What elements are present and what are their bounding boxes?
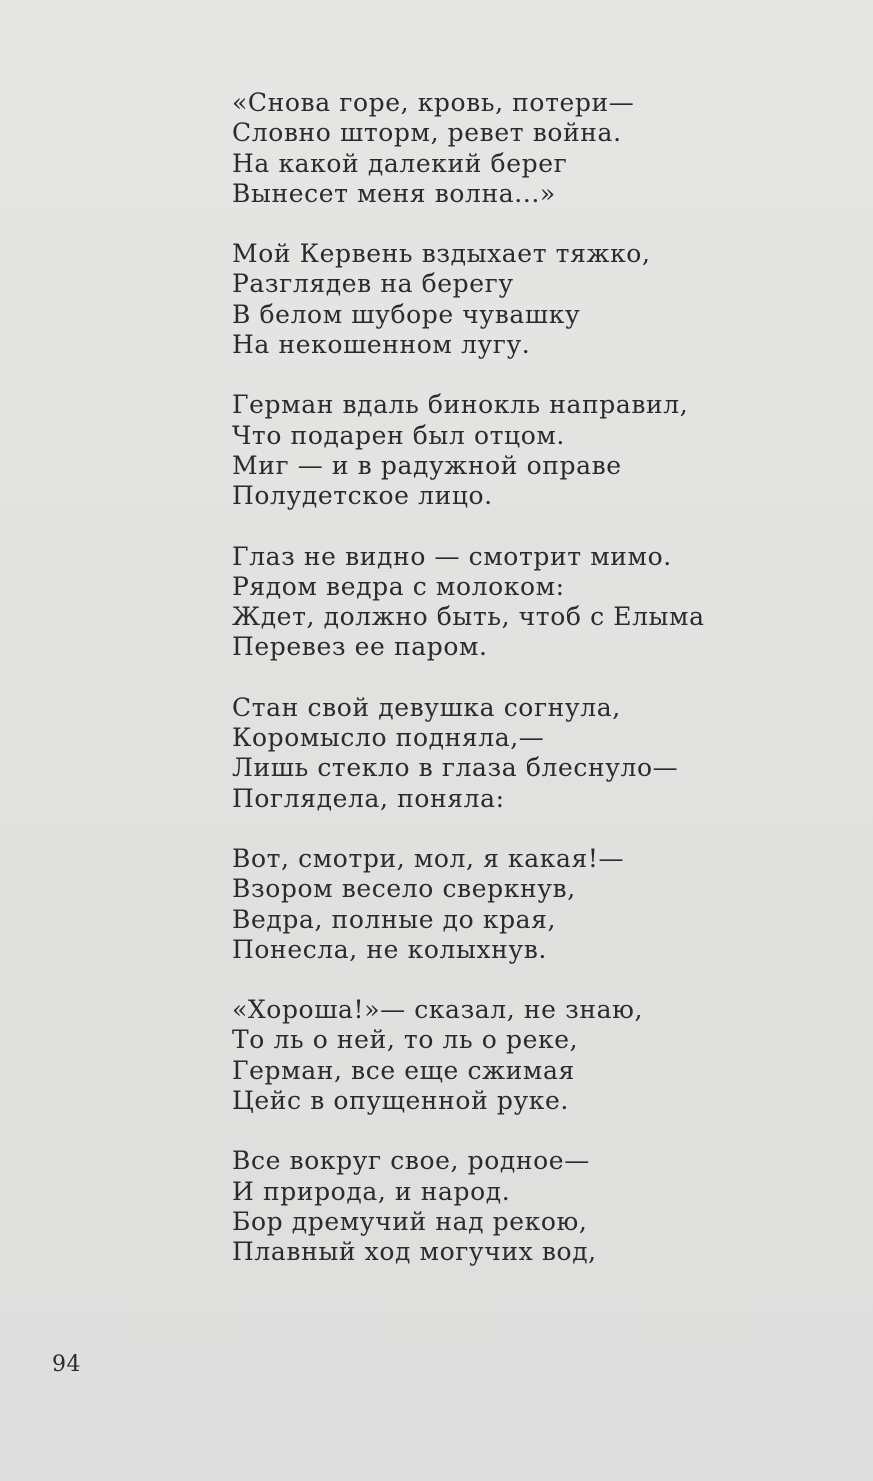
- stanza-1: [232, 88, 832, 209]
- poem-line: Плавный ход могучих вод,: [232, 1237, 597, 1267]
- poem-line: На некошенном лугу.: [232, 330, 531, 360]
- stanza-6: [232, 844, 832, 965]
- poem-line: Полудетское лицо.: [232, 481, 493, 511]
- stanza-2: [232, 239, 832, 360]
- poem-line: «Снова горе, кровь, потери—: [232, 88, 635, 117]
- poem-line: Вынесет меня волна...»: [232, 178, 556, 208]
- page-number: 94: [52, 1352, 81, 1377]
- poem-line: Что подарен был отцом.: [232, 420, 565, 450]
- poem-line: Лишь стекло в глаза блеснуло—: [232, 753, 679, 783]
- poem-line: Мой Кервень вздыхает тяжко,: [232, 239, 651, 269]
- poem-line: Глаз не видно — смотрит мимо.: [232, 541, 672, 571]
- poem-line: Рядом ведра с молоком:: [232, 571, 565, 601]
- poem-line: Все вокруг свое, родное—: [232, 1146, 590, 1176]
- poem-line: Стан свой девушка согнула,: [232, 692, 621, 722]
- poem-line: Герман, все еще сжимая: [232, 1055, 575, 1085]
- poem-line: Словно шторм, ревет война.: [232, 118, 622, 148]
- poem-text: [232, 88, 832, 1298]
- poem-line: В белом шуборе чувашку: [232, 299, 581, 329]
- poem-line: Коромысло подняла,—: [232, 723, 545, 753]
- poem-line: Понесла, не колыхнув.: [232, 934, 547, 964]
- stanza-7: [232, 995, 832, 1116]
- poem-line: Перевез ее паром.: [232, 632, 488, 662]
- poem-line: Поглядела, поняла:: [232, 783, 505, 813]
- poem-line: Герман вдаль бинокль направил,: [232, 390, 689, 420]
- poem-line: То ль о ней, то ль о реке,: [232, 1025, 579, 1055]
- poem-line: Миг — и в радужной оправе: [232, 450, 622, 480]
- poem-line: «Хороша!»— сказал, не знаю,: [232, 995, 643, 1025]
- poem-line: Бор дремучий над рекою,: [232, 1206, 588, 1236]
- poem-line: Вот, смотри, мол, я какая!—: [232, 843, 625, 873]
- poem-line: Разглядев на берегу: [232, 269, 514, 299]
- poem-line: Ведра, полные до края,: [232, 904, 557, 934]
- poem-line: На какой далекий берег: [232, 148, 568, 178]
- poem-line: Ждет, должно быть, чтоб с Елыма: [232, 602, 705, 632]
- poem-line: Цейс в опущенной руке.: [232, 1086, 569, 1116]
- poem-line: Взором весело сверкнув,: [232, 874, 576, 904]
- stanza-8: [232, 1146, 832, 1267]
- poem-line: И природа, и народ.: [232, 1176, 511, 1206]
- stanza-3: [232, 390, 832, 511]
- stanza-5: [232, 693, 832, 814]
- stanza-4: [232, 542, 832, 663]
